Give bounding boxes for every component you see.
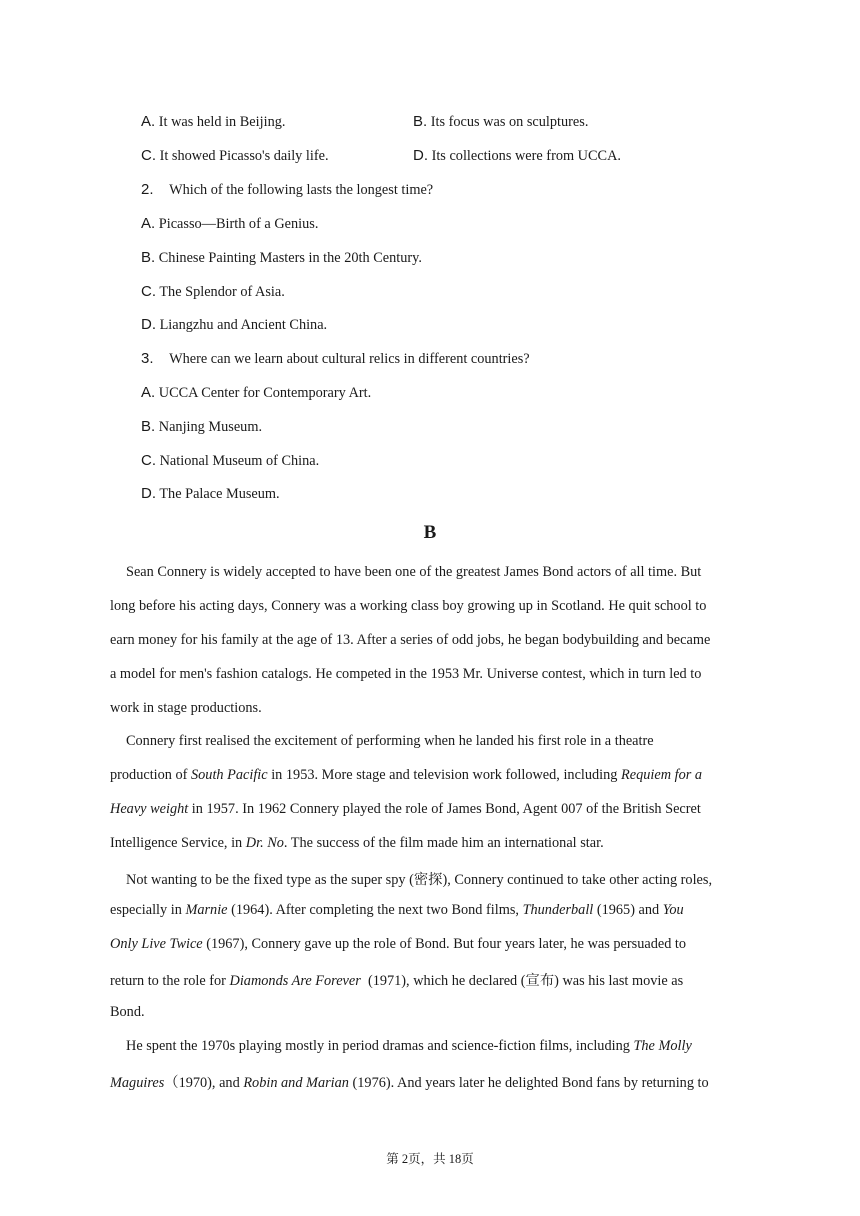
title-italic: The Molly [633,1038,692,1054]
passage-line: Maguires（1970), and Robin and Marian (1976). And years later he delighted Bond fans by returning to [110,1075,709,1091]
q3-stem [141,350,530,368]
passage-line: Bond. [110,1004,145,1020]
question-number: 2. [141,181,154,198]
option-text: The Splendor of Asia. [159,284,285,300]
q2-option-a [141,215,318,233]
option-text: Picasso—Birth of a Genius. [158,216,319,232]
option-letter: B. [141,418,156,435]
option-letter: A. [141,384,156,401]
option-letter: D. [141,316,156,333]
option-text: The Palace Museum. [159,486,280,502]
option-text: It showed Picasso's daily life. [159,148,329,164]
q3-option-c [141,452,319,470]
passage-line: He spent the 1970s playing mostly in period dramas and science-fiction films, including The Molly [126,1038,692,1054]
option-text: UCCA Center for Contemporary Art. [158,385,372,401]
option-letter: A. [141,113,156,130]
title-italic: You [662,902,684,918]
q1-option-b [413,113,588,131]
title-italic: Heavy weight [110,801,189,817]
option-text: Its collections were from UCCA. [431,148,621,164]
passage-line: especially in Marnie (1964). After completing the next two Bond films, Thunderball (1965) and You [110,902,684,918]
section-heading: B [423,522,437,543]
passage-line: Only Live Twice (1967), Connery gave up the role of Bond. But four years later, he was persuaded to [110,936,687,952]
q1-option-a [141,113,285,131]
option-text: Its focus was on sculptures. [430,114,589,130]
passage-line: long before his acting days, Connery was a working class boy growing up in Scotland. He quit school to [110,598,707,614]
q1-option-c [141,147,329,165]
question-text: Where can we learn about cultural relics in different countries? [169,351,530,367]
option-text: Nanjing Museum. [158,419,263,435]
title-italic: Thunderball [522,902,594,918]
q3-option-a [141,384,371,402]
q2-option-d [141,316,327,334]
title-italic: Only Live Twice [110,936,203,952]
option-letter: C. [141,452,156,469]
option-letter: B. [413,113,428,130]
title-italic: Diamonds Are Forever [229,973,361,989]
question-number: 3. [141,350,154,367]
q2-option-c [141,283,285,301]
passage-line: Heavy weight in 1957. In 1962 Connery played the role of James Bond, Agent 007 of the British Secret [110,801,701,817]
title-italic: Dr. No [245,835,284,851]
title-italic: Marnie [185,902,228,918]
option-text: National Museum of China. [159,453,320,469]
passage-line: Sean Connery is widely accepted to have been one of the greatest James Bond actors of all time. But [126,564,702,580]
q1-option-d [413,147,621,165]
option-letter: C. [141,283,156,300]
question-text: Which of the following lasts the longest time? [169,182,434,198]
q3-option-d [141,485,280,503]
option-text: It was held in Beijing. [158,114,286,130]
option-text: Chinese Painting Masters in the 20th Century. [158,250,422,266]
page-footer: 第 2页，共 18页 [386,1152,474,1166]
passage-line: earn money for his family at the age of 13. After a series of odd jobs, he began bodybuilding and became [110,632,711,648]
option-letter: C. [141,147,156,164]
q3-option-b [141,418,262,436]
passage-line: Not wanting to be the fixed type as the super spy (密探), Connery continued to take other acting roles, [126,872,713,888]
option-letter: D. [413,147,428,164]
option-text: Liangzhu and Ancient China. [159,317,328,333]
passage-line: work in stage productions. [110,700,262,716]
passage-line: a model for men's fashion catalogs. He competed in the 1953 Mr. Universe contest, which in turn led to [110,666,702,682]
title-italic: South Pacific [191,767,268,783]
q2-stem [141,181,433,199]
title-italic: Robin and Marian [243,1075,349,1091]
title-italic: Requiem for a [621,767,703,783]
option-letter: D. [141,485,156,502]
title-italic: Maguires [110,1075,165,1091]
passage-line: Intelligence Service, in Dr. No. The success of the film made him an international star. [110,835,604,851]
option-letter: B. [141,249,156,266]
option-letter: A. [141,215,156,232]
passage-line: production of South Pacific in 1953. More stage and television work followed, including Requiem for a [110,767,703,783]
passage-line: return to the role for Diamonds Are Forever (1971), which he declared (宣布) was his last movie as [110,973,684,989]
passage-line: Connery first realised the excitement of performing when he landed his first role in a theatre [126,733,654,749]
q2-option-b [141,249,422,267]
